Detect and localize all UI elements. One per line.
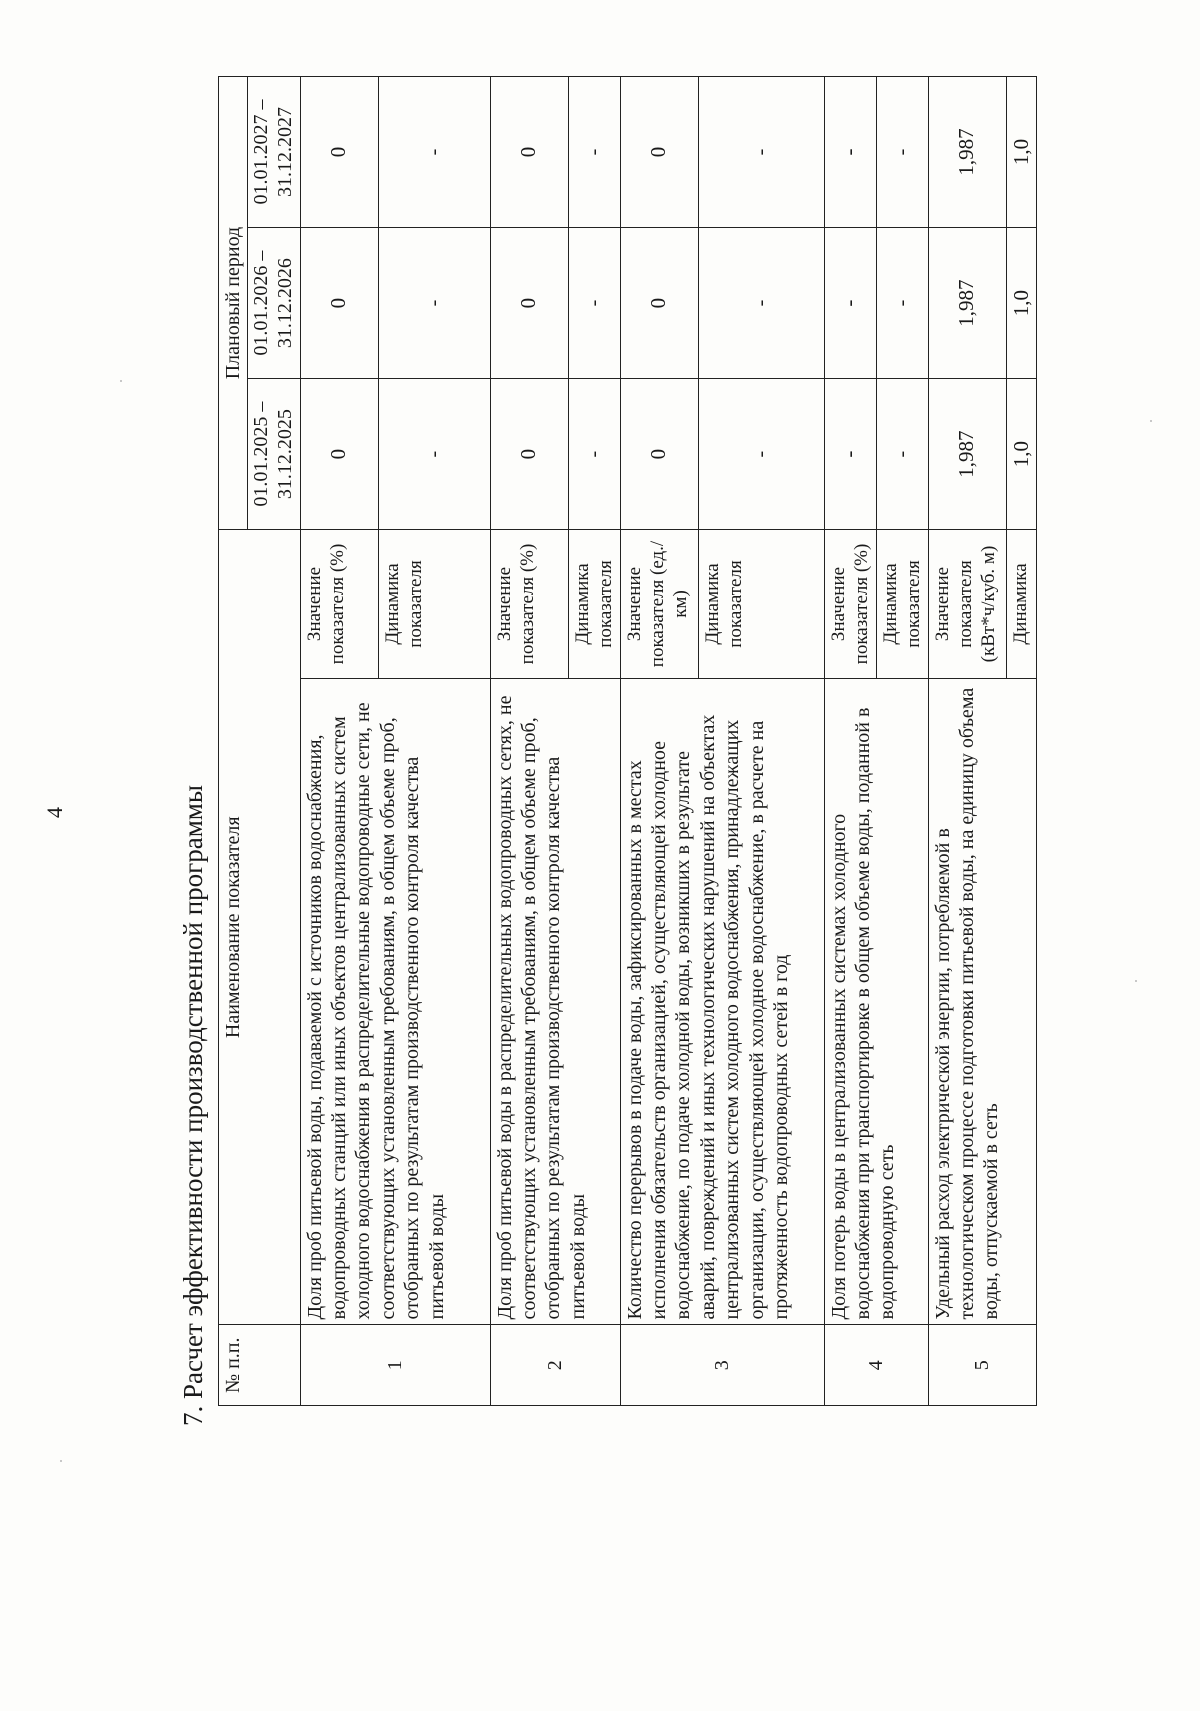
table-row (928, 77, 1006, 1406)
row-number: 4 (824, 1325, 928, 1406)
section-heading: 7. Расчет эффективности производственной программы (178, 784, 208, 1426)
value-label: Значение показателя (%) (490, 530, 568, 679)
efficiency-table (218, 76, 1037, 1406)
header-row (219, 77, 248, 1406)
dynamics-cell: - (378, 228, 490, 379)
table-row (620, 77, 698, 1406)
dynamics-cell: 1,0 (1006, 228, 1037, 379)
value-cell: 1,987 (928, 228, 1006, 379)
dynamics-cell: 1,0 (1006, 379, 1037, 530)
dynamics-label: Динамика (1006, 530, 1037, 679)
dynamics-cell: 1,0 (1006, 77, 1037, 228)
period-2027: 01.01.2027 – 31.12.2027 (248, 77, 300, 228)
dynamics-label: Динамика показателя (876, 530, 928, 679)
period-2026: 01.01.2026 – 31.12.2026 (248, 228, 300, 379)
dynamics-cell: - (698, 379, 824, 530)
header-num: № п.п. (219, 1325, 301, 1406)
dynamics-cell: - (568, 379, 620, 530)
value-cell: 1,987 (928, 379, 1006, 530)
dynamics-cell: - (378, 77, 490, 228)
row-number: 1 (300, 1325, 490, 1406)
dynamics-label: Динамика показателя (698, 530, 824, 679)
dynamics-cell: - (876, 77, 928, 228)
indicator-name: Удельный расход электрической энергии, потребляемой в технологическом процессе подготовки питьевой воды, на единицу объема воды, отпускаемой в сеть (928, 678, 1037, 1325)
dynamics-cell: - (568, 77, 620, 228)
indicator-name: Количество перерывов в подаче воды, зафиксированных в местах исполнения обязательств организацией, осуществляющей холодное водоснабжение, по подаче холодной воды, возникших в результате аварий, повреждений и иных технологических нарушений на объектах централизованных систем холодного водоснабжения, принадлежащих организации, осуществляющей холодное водоснабжение, в расчете на протяженность водопроводных сетей в год (620, 678, 824, 1325)
table-row (490, 77, 568, 1406)
dynamics-cell: - (876, 228, 928, 379)
dynamics-label: Динамика показателя (378, 530, 490, 679)
value-cell: 0 (300, 379, 378, 530)
table-row (824, 77, 876, 1406)
value-cell: 0 (620, 228, 698, 379)
value-cell: 1,987 (928, 77, 1006, 228)
value-cell: 0 (300, 77, 378, 228)
period-2025: 01.01.2025 – 31.12.2025 (248, 379, 300, 530)
row-number: 2 (490, 1325, 620, 1406)
value-cell: - (824, 228, 876, 379)
dynamics-label: Динамика показателя (568, 530, 620, 679)
value-label: Значение показателя (%) (824, 530, 876, 679)
value-label: Значение показателя (ед./км) (620, 530, 698, 679)
value-cell: 0 (490, 77, 568, 228)
value-label: Значение показателя (%) (300, 530, 378, 679)
indicator-name: Доля проб питьевой воды в распределительных водопроводных сетях, не соответствующих установленным требованиям, в общем объеме проб, отобранных по результатам производственного контроля качества питьевой воды (490, 678, 620, 1325)
dynamics-cell: - (876, 379, 928, 530)
value-cell: 0 (620, 379, 698, 530)
header-name: Наименование показателя (219, 530, 301, 1325)
value-cell: - (824, 379, 876, 530)
dynamics-cell: - (698, 228, 824, 379)
value-cell: 0 (620, 77, 698, 228)
dynamics-cell: - (378, 379, 490, 530)
value-label: Значение показателя (кВт*ч/куб. м) (928, 530, 1006, 679)
indicator-name: Доля проб питьевой воды, подаваемой с источников водоснабжения, водопроводных станций или иных объектов централизованных систем холодного водоснабжения в распределительные водопроводные сети, не соответствующих установленным требованиям, в общем объеме проб, отобранных по результатам производственного контроля качества питьевой воды (300, 678, 490, 1325)
value-cell: 0 (490, 379, 568, 530)
dynamics-cell: - (568, 228, 620, 379)
table-row (300, 77, 378, 1406)
value-cell: 0 (300, 228, 378, 379)
dynamics-cell: - (698, 77, 824, 228)
value-cell: - (824, 77, 876, 228)
value-cell: 0 (490, 228, 568, 379)
row-number: 5 (928, 1325, 1037, 1406)
indicator-name: Доля потерь воды в централизованных системах холодного водоснабжения при транспортировке в общем объеме воды, поданной в водопроводную сеть (824, 678, 928, 1325)
header-planned-period: Плановый период (219, 77, 248, 530)
page-number: 4 (42, 807, 67, 818)
row-number: 3 (620, 1325, 824, 1406)
